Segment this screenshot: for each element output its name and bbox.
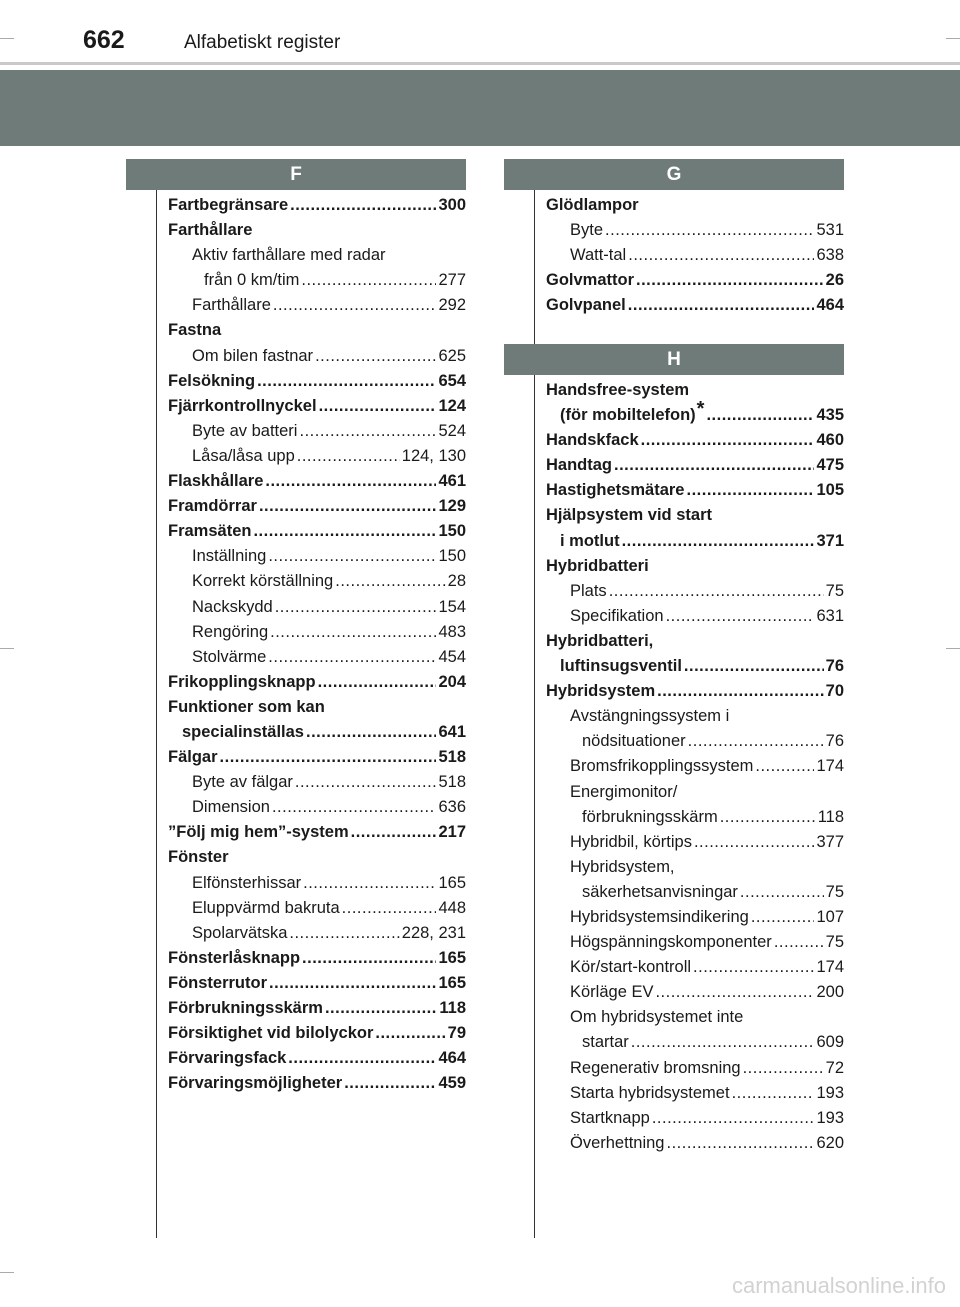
- index-entry: Handskfack ..... 460: [546, 428, 844, 453]
- index-entry: Bromsfrikopplingssystem ..... 174: [546, 754, 844, 779]
- index-heading: Funktioner som kan: [168, 697, 325, 716]
- index-entry: Plats ..... 75: [546, 579, 844, 604]
- index-entry: Golvmattor ..... 26: [546, 268, 844, 293]
- chapter-banner: [0, 70, 960, 146]
- index-heading: Farthållare: [168, 221, 253, 240]
- index-entry: Om bilen fastnar ..... 625: [168, 344, 466, 369]
- index-entry: Farthållare ..... 292: [168, 293, 466, 318]
- index-entry: specialinställas ..... 641: [168, 720, 466, 745]
- index-entry: Dimension ..... 636: [168, 795, 466, 820]
- index-entry: från 0 km/tim ..... 277: [168, 268, 466, 293]
- index-entry: Byte av batteri ..... 524: [168, 419, 466, 444]
- index-entry: Byte ..... 531: [546, 218, 844, 243]
- index-entry: ”Följ mig hem”-system ..... 217: [168, 820, 466, 845]
- footnote-star: *: [696, 398, 705, 421]
- index-entry: Nackskydd ..... 154: [168, 595, 466, 620]
- index-heading: Fönster: [168, 848, 229, 867]
- index-entry: startar ..... 609: [546, 1030, 844, 1055]
- index-entry: Framsäten ..... 150: [168, 519, 466, 544]
- index-entry: Golvpanel ..... 464: [546, 293, 844, 318]
- index-entry: Kör/start-kontroll ..... 174: [546, 955, 844, 980]
- index-entry: luftinsugsventil ..... 76: [546, 654, 844, 679]
- index-subheading: Avstängningssystem i: [570, 707, 730, 726]
- index-entry: Felsökning ..... 654: [168, 369, 466, 394]
- page-header: [0, 0, 960, 62]
- index-entry: Högspänningskomponenter ..... 75: [546, 930, 844, 955]
- index-entry: Hybridsystem ..... 70: [546, 679, 844, 704]
- index-heading: Hjälpsystem vid start: [546, 506, 712, 525]
- index-entry: Regenerativ bromsning ..... 72: [546, 1056, 844, 1081]
- section-h-header: H: [504, 344, 844, 375]
- section-g-header: G: [504, 159, 844, 190]
- index-entry: Korrekt körställning ..... 28: [168, 569, 466, 594]
- index-entry: förbrukningsskärm ..... 118: [546, 805, 844, 830]
- crop-mark: [0, 1272, 14, 1273]
- index-entry: Spolarvätska ..... 228, 231: [168, 921, 466, 946]
- index-entry: Hastighetsmätare ..... 105: [546, 478, 844, 503]
- index-entry: Startknapp ..... 193: [546, 1106, 844, 1131]
- index-heading: Handsfree-system: [546, 381, 690, 399]
- crop-mark: [946, 648, 960, 649]
- index-entry: Fönsterlåsknapp ..... 165: [168, 946, 466, 971]
- index-entry: Fjärrkontrollnyckel ..... 124: [168, 394, 466, 419]
- index-entry: Specifikation ..... 631: [546, 604, 844, 629]
- index-entry: Elfönsterhissar ..... 165: [168, 871, 466, 896]
- index-entry: nödsituationer ..... 76: [546, 729, 844, 754]
- index-column-h: [546, 378, 844, 1156]
- section-f-header: F: [126, 159, 466, 190]
- index-heading: Hybridbatteri: [546, 556, 649, 575]
- index-heading: Fastna: [168, 321, 222, 340]
- crop-mark: [0, 38, 14, 39]
- page-number: 662: [83, 26, 125, 54]
- index-subheading: Energimonitor/: [570, 782, 678, 801]
- index-entry: i motlut ..... 371: [546, 529, 844, 554]
- index-column-f: [168, 193, 466, 1096]
- page-title: Alfabetiskt register: [184, 32, 341, 53]
- watermark: carmanualsonline.info: [731, 1273, 946, 1298]
- index-subheading: Hybridsystem,: [570, 857, 675, 876]
- index-entry: Fönsterrutor ..... 165: [168, 971, 466, 996]
- index-entry: Inställning ..... 150: [168, 544, 466, 569]
- index-entry: Förbrukningsskärm ..... 118: [168, 996, 466, 1021]
- index-entry: Handtag ..... 475: [546, 453, 844, 478]
- index-entry: Flaskhållare ..... 461: [168, 469, 466, 494]
- index-entry: Låsa/låsa upp ..... 124, 130: [168, 444, 466, 469]
- index-subheading: Om hybridsystemet inte: [570, 1008, 744, 1027]
- header-rule: [0, 62, 960, 65]
- index-subheading: Aktiv farthållare med radar: [192, 246, 386, 265]
- index-entry: Frikopplingsknapp ..... 204: [168, 670, 466, 695]
- crop-mark: [946, 38, 960, 39]
- index-entry: Överhettning ..... 620: [546, 1131, 844, 1156]
- index-entry: (för mobiltelefon)* ..... 435: [546, 403, 844, 428]
- index-heading: Hybridbatteri,: [546, 631, 654, 650]
- index-entry: säkerhetsanvisningar ..... 75: [546, 880, 844, 905]
- index-entry: Starta hybridsystemet ..... 193: [546, 1081, 844, 1106]
- index-entry: Fälgar ..... 518: [168, 745, 466, 770]
- index-entry: Förvaringsmöjligheter ..... 459: [168, 1071, 466, 1096]
- index-column-g: [546, 193, 844, 318]
- index-entry: Eluppvärmd bakruta ..... 448: [168, 896, 466, 921]
- index-entry: Körläge EV ..... 200: [546, 980, 844, 1005]
- crop-mark: [0, 648, 14, 649]
- index-entry: Försiktighet vid bilolyckor ..... 79: [168, 1021, 466, 1046]
- index-entry: Hybridbil, körtips ..... 377: [546, 830, 844, 855]
- index-entry: Rengöring ..... 483: [168, 620, 466, 645]
- index-heading: Glödlampor: [546, 196, 639, 214]
- index-entry: Watt-tal ..... 638: [546, 243, 844, 268]
- index-entry: Stolvärme ..... 454: [168, 645, 466, 670]
- index-entry: Framdörrar ..... 129: [168, 494, 466, 519]
- left-column-rule: [156, 190, 157, 1238]
- index-entry: Fartbegränsare ..... 300: [168, 193, 466, 218]
- index-entry: Byte av fälgar ..... 518: [168, 770, 466, 795]
- index-entry: Hybridsystemsindikering ..... 107: [546, 905, 844, 930]
- index-entry: Förvaringsfack ..... 464: [168, 1046, 466, 1071]
